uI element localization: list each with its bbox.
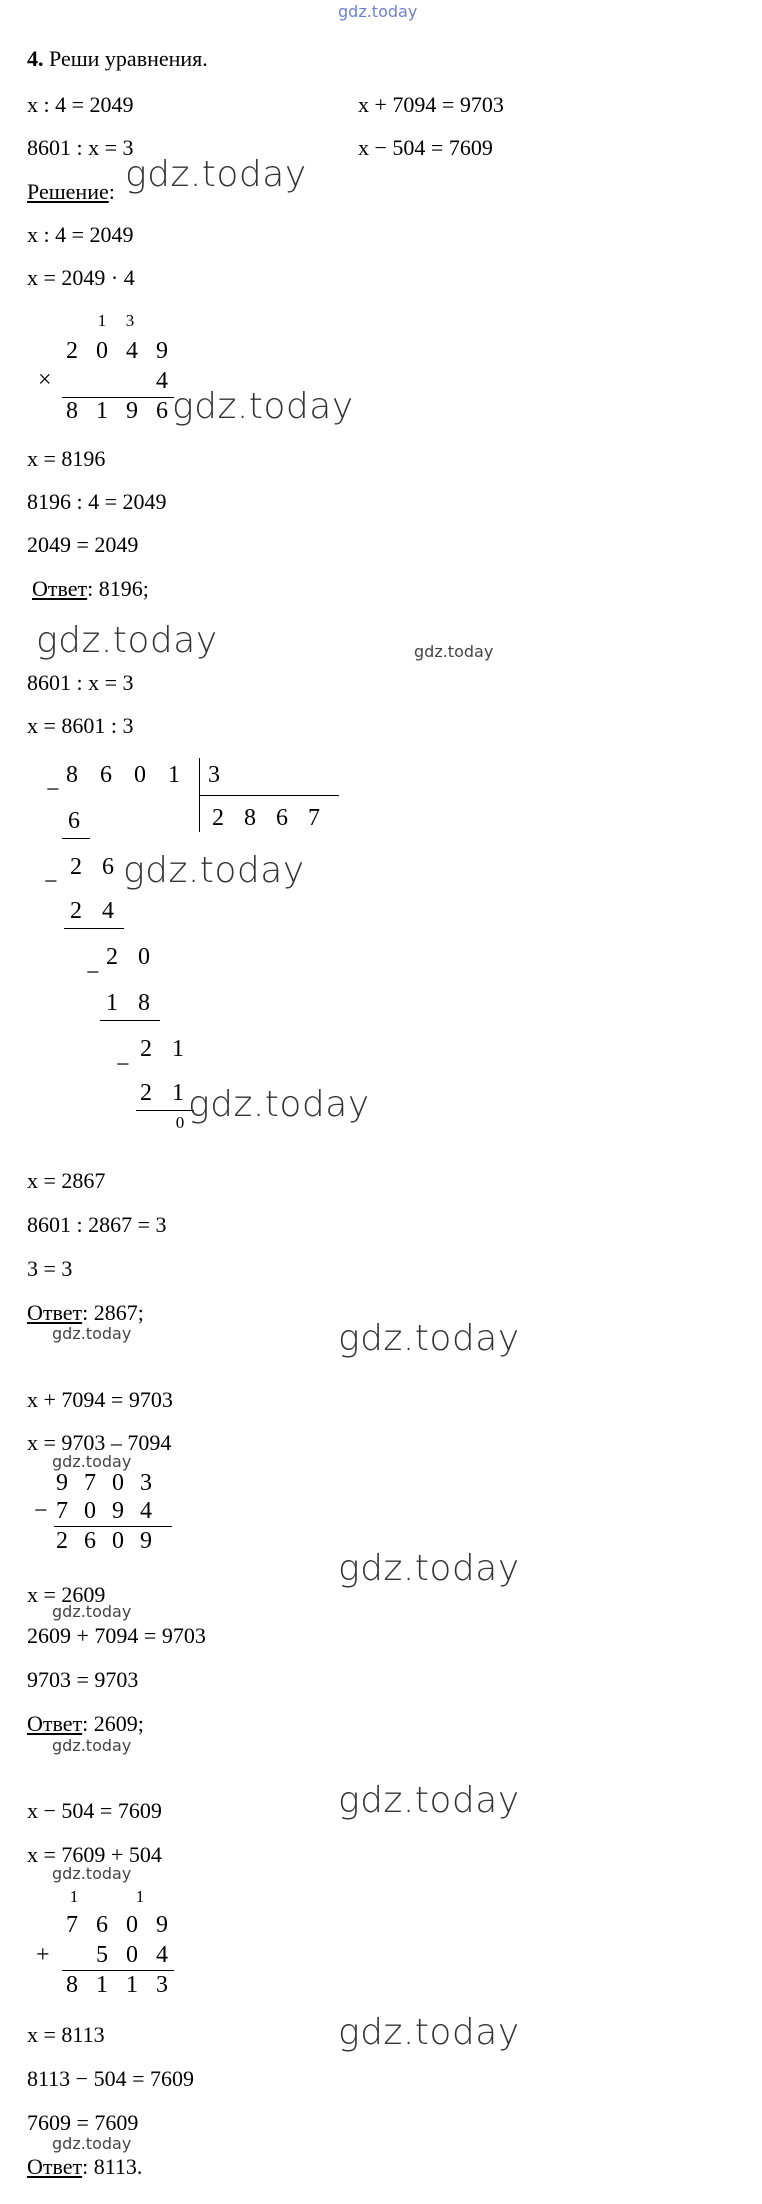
step-line xyxy=(64,928,124,929)
digit: 1 xyxy=(172,1036,184,1062)
digit: 5 xyxy=(96,1942,108,1968)
equation-4: x − 504 = 7609 xyxy=(358,135,493,160)
digit: 2 xyxy=(106,944,118,970)
watermark: gdz.today xyxy=(52,1736,132,1755)
digit: 4 xyxy=(102,898,114,924)
watermark: gdz.today xyxy=(338,1780,520,1821)
eq1-after-1: x = 8196 xyxy=(27,446,106,471)
eq2-answer: Ответ: 2867; xyxy=(27,1300,144,1325)
eq1-line-1: x : 4 = 2049 xyxy=(27,222,134,247)
digit: 4 xyxy=(126,338,138,364)
multiply-sign: × xyxy=(38,367,52,393)
digit: 1 xyxy=(168,762,180,788)
digit: 6 xyxy=(102,854,114,880)
eq1-line-2: x = 2049 · 4 xyxy=(27,265,135,290)
eq4-after-2: 8113 − 504 = 7609 xyxy=(27,2066,194,2091)
digit: 0 xyxy=(138,944,150,970)
eq1-after-3: 2049 = 2049 xyxy=(27,532,139,557)
digit: 0 xyxy=(84,1498,96,1524)
quotient-line xyxy=(199,795,339,796)
watermark: gdz.today xyxy=(338,1318,520,1359)
watermark: gdz.today xyxy=(188,1084,370,1125)
digit: 2 xyxy=(212,805,224,831)
digit: 6 xyxy=(84,1528,96,1554)
digit: 0 xyxy=(112,1528,124,1554)
digit: 9 xyxy=(112,1498,124,1524)
digit: 3 xyxy=(156,1972,168,1998)
eq4-after-1: x = 8113 xyxy=(27,2022,105,2047)
digit: 0 xyxy=(126,1912,138,1938)
digit: 7 xyxy=(66,1912,78,1938)
eq1-answer: Ответ: 8196; xyxy=(32,576,149,601)
watermark: gdz.today xyxy=(123,850,305,891)
eq3-line-2: x = 9703 – 7094 xyxy=(27,1430,172,1455)
digit: 8 xyxy=(66,762,78,788)
watermark: gdz.today xyxy=(172,386,354,427)
eq2-line-2: x = 8601 : 3 xyxy=(27,713,134,738)
equation-2: 8601 : x = 3 xyxy=(27,135,134,160)
task-title: Реши уравнения. xyxy=(49,46,208,71)
digit: 9 xyxy=(156,1912,168,1938)
digit: 0 xyxy=(175,1113,185,1132)
watermark: gdz.today xyxy=(338,2012,520,2053)
digit: 1 xyxy=(96,1972,108,1998)
eq3-after-2: 2609 + 7094 = 9703 xyxy=(27,1623,206,1648)
digit: 7 xyxy=(84,1470,96,1496)
watermark: gdz.today xyxy=(52,1864,132,1883)
plus-sign: + xyxy=(36,1942,50,1968)
solution-label: Решение: xyxy=(27,179,115,204)
digit: 9 xyxy=(126,398,138,424)
digit: 6 xyxy=(96,1912,108,1938)
digit: 2 xyxy=(70,898,82,924)
watermark: gdz.today xyxy=(52,2134,132,2153)
watermark: gdz.today xyxy=(52,1324,132,1343)
digit: 4 xyxy=(156,368,168,394)
digit: 8 xyxy=(244,805,256,831)
digit: 1 xyxy=(126,1972,138,1998)
digit: 9 xyxy=(56,1470,68,1496)
divisor: 3 xyxy=(208,762,220,788)
minus-sign: − xyxy=(86,960,100,986)
digit: 9 xyxy=(140,1528,152,1554)
digit: 0 xyxy=(134,762,146,788)
digit: 6 xyxy=(156,398,168,424)
digit: 1 xyxy=(172,1080,184,1106)
digit: 4 xyxy=(140,1498,152,1524)
minus-sign: − xyxy=(44,869,58,895)
eq4-answer: Ответ: 8113. xyxy=(27,2154,143,2179)
digit: 8 xyxy=(66,1972,78,1998)
digit: 7 xyxy=(56,1498,68,1524)
digit: 8 xyxy=(138,990,150,1016)
task-header xyxy=(27,46,208,72)
digit: 2 xyxy=(66,338,78,364)
digit: 3 xyxy=(140,1470,152,1496)
digit: 8 xyxy=(66,398,78,424)
watermark: gdz.today xyxy=(36,620,218,661)
eq3-after-1: x = 2609 xyxy=(27,1582,106,1607)
watermark: gdz.today xyxy=(414,642,494,661)
carry-digit: 1 xyxy=(97,311,107,330)
eq2-after-2: 8601 : 2867 = 3 xyxy=(27,1212,167,1237)
eq4-after-3: 7609 = 7609 xyxy=(27,2110,139,2135)
carry-digit: 1 xyxy=(135,1887,145,1906)
eq3-answer: Ответ: 2609; xyxy=(27,1711,144,1736)
eq1-after-2: 8196 : 4 = 2049 xyxy=(27,489,167,514)
watermark: gdz.today xyxy=(52,1452,132,1471)
minus-sign: − xyxy=(46,777,60,803)
watermark: gdz.today xyxy=(125,154,307,195)
equation-1: x : 4 = 2049 xyxy=(27,92,134,117)
eq2-after-3: 3 = 3 xyxy=(27,1256,73,1281)
eq2-after-1: x = 2867 xyxy=(27,1168,106,1193)
digit: 6 xyxy=(68,808,80,834)
step-line xyxy=(62,838,90,839)
result-line xyxy=(62,1970,174,1971)
carry-digit: 3 xyxy=(125,311,135,330)
digit: 1 xyxy=(106,990,118,1016)
result-line xyxy=(54,1526,172,1527)
digit: 0 xyxy=(112,1470,124,1496)
digit: 1 xyxy=(96,398,108,424)
digit: 2 xyxy=(70,854,82,880)
eq3-line-1: x + 7094 = 9703 xyxy=(27,1387,173,1412)
digit: 2 xyxy=(140,1080,152,1106)
digit: 0 xyxy=(96,338,108,364)
watermark: gdz.today xyxy=(52,1602,132,1621)
digit: 7 xyxy=(308,805,320,831)
eq2-line-1: 8601 : x = 3 xyxy=(27,670,134,695)
digit: 6 xyxy=(100,762,112,788)
watermark: gdz.today xyxy=(338,1548,520,1589)
digit: 2 xyxy=(56,1528,68,1554)
step-line xyxy=(136,1110,194,1111)
task-number: 4. xyxy=(27,46,44,71)
digit: 2 xyxy=(140,1036,152,1062)
digit: 0 xyxy=(126,1942,138,1968)
eq4-line-2: x = 7609 + 504 xyxy=(27,1842,162,1867)
step-line xyxy=(100,1020,160,1021)
equation-3: x + 7094 = 9703 xyxy=(358,92,504,117)
eq4-line-1: x − 504 = 7609 xyxy=(27,1798,162,1823)
minus-sign: − xyxy=(34,1498,48,1524)
digit: 9 xyxy=(156,338,168,364)
minus-sign: − xyxy=(116,1052,130,1078)
digit: 4 xyxy=(156,1942,168,1968)
eq3-after-3: 9703 = 9703 xyxy=(27,1667,139,1692)
digit: 6 xyxy=(276,805,288,831)
watermark-top: gdz.today xyxy=(338,2,418,21)
carry-digit: 1 xyxy=(69,1887,79,1906)
